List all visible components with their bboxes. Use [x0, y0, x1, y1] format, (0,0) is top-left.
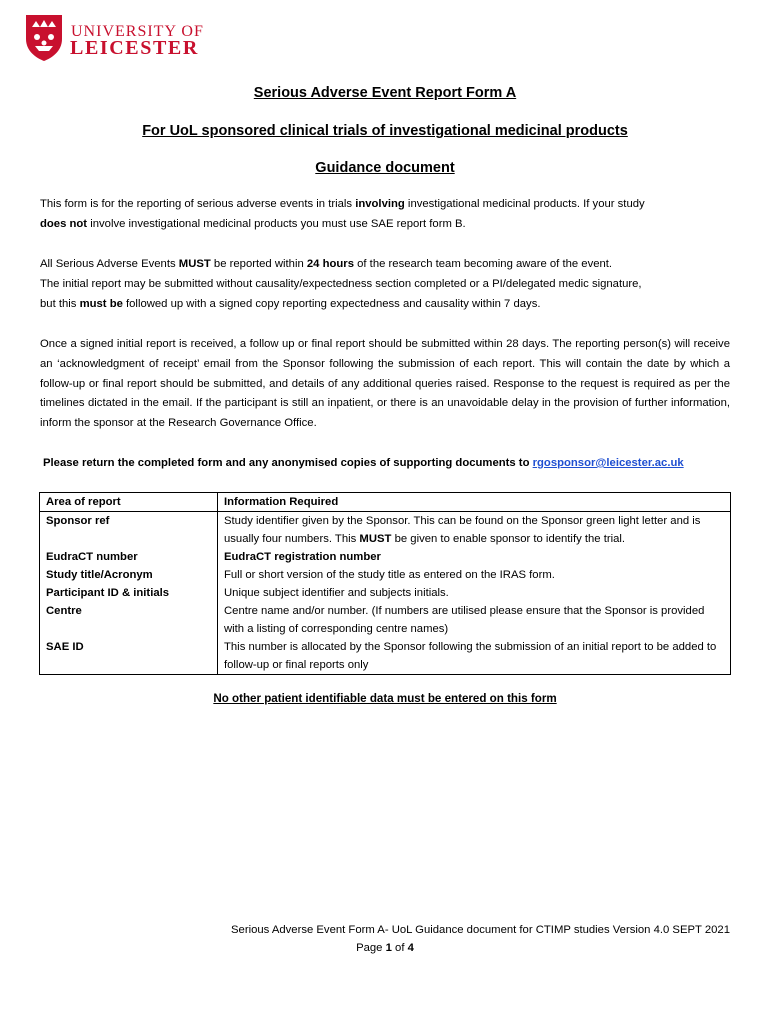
page-number: Page 1 of 4	[356, 942, 414, 954]
header-info: Information Required	[218, 493, 731, 512]
footer-document-id: Serious Adverse Event Form A- UoL Guidance document for CTIMP studies Version 4.0 SEPT 2021	[231, 924, 730, 936]
requirements-table	[39, 492, 731, 675]
row-info: Study identifier given by the Sponsor. This can be found on the Sponsor green light letter and is usually four numbers. This MUST be given to enable sponsor to identify the trial.	[218, 512, 731, 549]
return-instruction: Please return the completed form and any anonymised copies of supporting documents to rgosponsor@leicester.ac.uk	[43, 457, 684, 469]
row-info: EudraCT registration number	[218, 548, 731, 566]
row-info: Unique subject identifier and subjects initials.	[218, 584, 731, 602]
paragraph-scope: This form is for the reporting of serious adverse events in trials involving investigational medicinal products. If your study does not involve investigational medicinal products you must use SAE report form B.	[40, 198, 645, 230]
paragraph-timelines: All Serious Adverse Events MUST be reported within 24 hours of the research team becoming aware of the event. The initial report may be submitted without causality/expectedness section completed or a PI/delegated medic signature, but this must be followed up with a signed copy reporting expectedness and causality within 7 days.	[40, 258, 642, 310]
row-area: SAE ID	[40, 638, 218, 675]
row-info: Full or short version of the study title as entered on the IRAS form.	[218, 566, 731, 584]
logo-leicester: LEICESTER	[70, 37, 199, 59]
sponsor-email-link[interactable]: rgosponsor@leicester.ac.uk	[532, 457, 684, 469]
header-area: Area of report	[40, 493, 218, 512]
crest-icon	[24, 13, 64, 63]
row-info: This number is allocated by the Sponsor following the submission of an initial report to be added to follow-up or final reports only	[218, 638, 731, 675]
row-area: Centre	[40, 602, 218, 638]
row-area: EudraCT number	[40, 548, 218, 566]
data-protection-notice: No other patient identifiable data must be entered on this form	[213, 692, 557, 705]
university-logo	[24, 13, 214, 63]
row-info: Centre name and/or number. (If numbers are utilised please ensure that the Sponsor is provided with a listing of corresponding centre names)	[218, 602, 731, 638]
section-heading: Guidance document	[315, 160, 455, 176]
table-row	[40, 602, 731, 638]
table-row	[40, 512, 731, 549]
table-row	[40, 638, 731, 675]
logo-university-of: UNIVERSITY OF	[71, 23, 204, 40]
row-area: Study title/Acronym	[40, 566, 218, 584]
table-row	[40, 566, 731, 584]
row-area: Sponsor ref	[40, 512, 218, 549]
page-subtitle: For UoL sponsored clinical trials of investigational medicinal products	[142, 123, 628, 139]
table-header-row	[40, 493, 731, 512]
table-row	[40, 548, 731, 566]
table-row	[40, 584, 731, 602]
row-area: Participant ID & initials	[40, 584, 218, 602]
paragraph-follow-up: Once a signed initial report is received, a follow up or final report should be submitted within 28 days. The reporting person(s) will receive an ‘acknowledgment of receipt’ email from the Sponsor following the submission of each report. This will contain the date by which a follow-up or final report should be submitted, and details of any additional queries raised. Response to the request is required as per the timelines dictated in the email. If the participant is still an inpatient, or there is an unavoidable delay in the provision of further information, inform the sponsor at the Research Governance Office.	[40, 338, 730, 430]
page-title: Serious Adverse Event Report Form A	[253, 85, 517, 101]
